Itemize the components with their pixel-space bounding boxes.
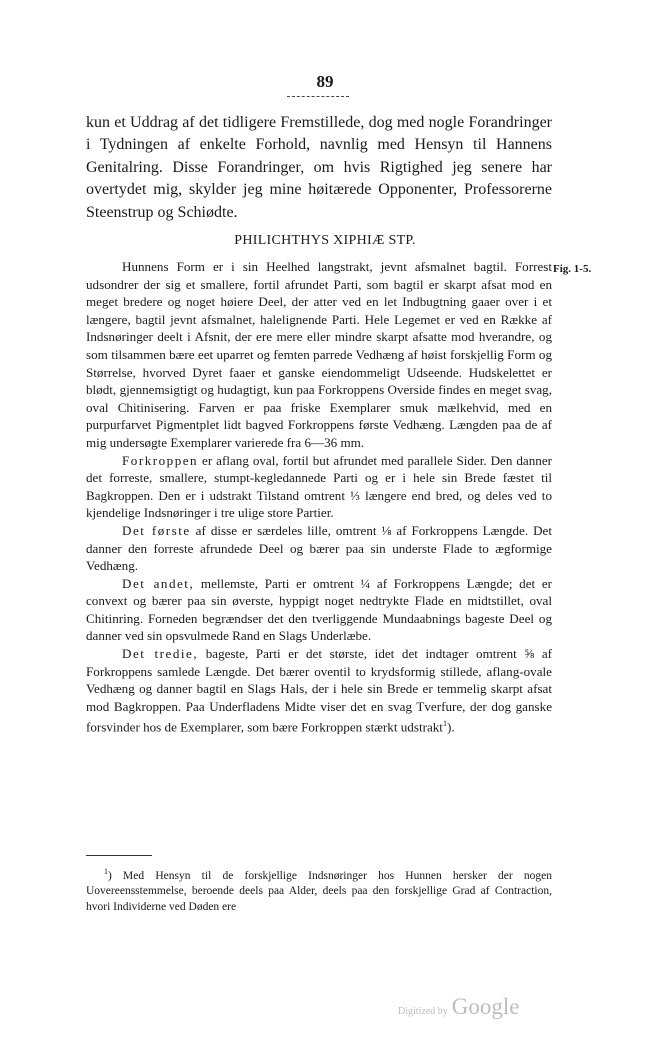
watermark-google-logo: Google xyxy=(451,994,520,1019)
page-number-rule xyxy=(287,96,349,97)
intro-paragraph xyxy=(86,112,552,224)
paragraph-det-forste xyxy=(86,522,552,575)
paragraph-det-andet xyxy=(86,575,552,645)
paragraph-forkroppen xyxy=(86,452,552,522)
lead-forkroppen: Forkroppen xyxy=(122,452,199,468)
section-heading: PHILICHTHYS XIPHIÆ STP. xyxy=(234,233,416,248)
paragraph-det-tredie xyxy=(86,645,552,736)
paragraph-hunnens-form: Hunnens Form er i sin Heelhed langstrakt, jevnt afsmalnet bagtil. Forrest udsondrer der sig et smallere, fortil afrundet Parti, som bagtil er skarpt afsat mod en meget bredere og noget høiere Deel, der atter ved en let Indbugtning gaaer over i et længere, bagtil jevnt afsmalnet, halelignende Parti. Hele Legemet er ved en Række af Indsnøringer deelt i Afsnit, der ere mere eller mindre skarpt afsatte mod hverandre, og som tilsammen bære eet uparret og femten parrede Vedhæng af høist forskjellig Form og Størrelse, hvorved Dyret faaer et ganske eiendommeligt Udseende. Hudskelettet er blødt, gjennemsigtigt og hudagtigt, kun paa Forkroppens Overside findes en meget svag, oval Chitinisering. Farven er paa friske Exemplarer smuk mælkehvid, med en purpurfarvet Pigmentplet lidt bagved Forkroppens første Vedhæng. Længden paa de af mig undersøgte Exemplarer varierede fra 6—36 mm. xyxy=(86,259,552,450)
figure-reference: Fig. 1-5. xyxy=(553,263,592,275)
body-text xyxy=(86,258,552,736)
footnote-paragraph xyxy=(86,864,552,915)
text-det-andet: mellemste, Parti er omtrent ¼ af Forkroppens Længde; det er convext og bærer paa sin øverste, hyppigt noget nedtrykte Flade en midtstillet, oval Chitinring. Forneden begrændser det den tverliggende Mundaabnings bageste Deel og danner ved sin opsvulmede Rand en Slags Underlæbe. xyxy=(86,575,553,644)
lead-det-forste: Det første xyxy=(122,522,191,538)
footnote-marker: 1 xyxy=(442,719,447,729)
footnote xyxy=(86,864,552,915)
footnote-rule xyxy=(86,855,152,856)
watermark-digitized: Digitized by xyxy=(398,1006,448,1017)
intro-text: kun et Uddrag af det tidligere Fremstillede, dog med nogle Forandringer i Tydningen af enkelte Forhold, navnlig med Hensyn til Hannens Genitalring. Disse Forandringer, om hvis Rigtighed jeg senere har overtydet mig, skylder jeg mine høitærede Opponenter, Professorerne Steenstrup og Schiødte. xyxy=(86,114,552,221)
lead-det-tredie: Det tredie, xyxy=(122,646,199,662)
text-det-tredie-end: ). xyxy=(446,719,455,735)
footnote-number: 1 xyxy=(104,867,108,876)
google-watermark xyxy=(398,994,519,1020)
text-det-forste: af disse er særdeles lille, omtrent ⅛ af Forkroppens Længde. Det danner den forreste afrundede Deel og bærer paa sin underste Flade to ægformige Vedhæng. xyxy=(86,522,552,574)
text-det-tredie: bageste, Parti er det største, idet det indtager omtrent ⅝ af Forkroppens samlede Længde. Det bærer oventil to krydsformig stillede, aflang-ovale Vedhæng og danner bagtil en Slags Hals, der i hele sin Brede er temmelig skarpt afsat mod Bagkroppen. Paa Underfladens Midte viser det en svag Tverfure, der dog ganske forsvinder hos de Exemplarer, som bære Forkroppen stærkt udstrakt xyxy=(86,646,552,735)
footnote-text: ) Med Hensyn til de forskjellige Indsnøringer hos Hunnen hersker der nogen Uovereensstemmelse, beroende deels paa Alder, deels paa den forskjellige Grad af Contraction, hvori Individerne ved Døden ere xyxy=(86,869,552,913)
lead-det-andet: Det andet, xyxy=(122,575,195,591)
page-number: 89 xyxy=(316,72,334,91)
text-forkroppen: er aflang oval, fortil but afrundet med parallele Sider. Den danner det forreste, smallere, stumpt-kegledannede Parti og er i hele sin Brede fæstet til Bagkroppen. Den er i udstrakt Tilstand omtrent ⅓ længere end bred, og deles ved to kjendelige Indsnøringer i tre ulige store Partier. xyxy=(86,452,552,521)
